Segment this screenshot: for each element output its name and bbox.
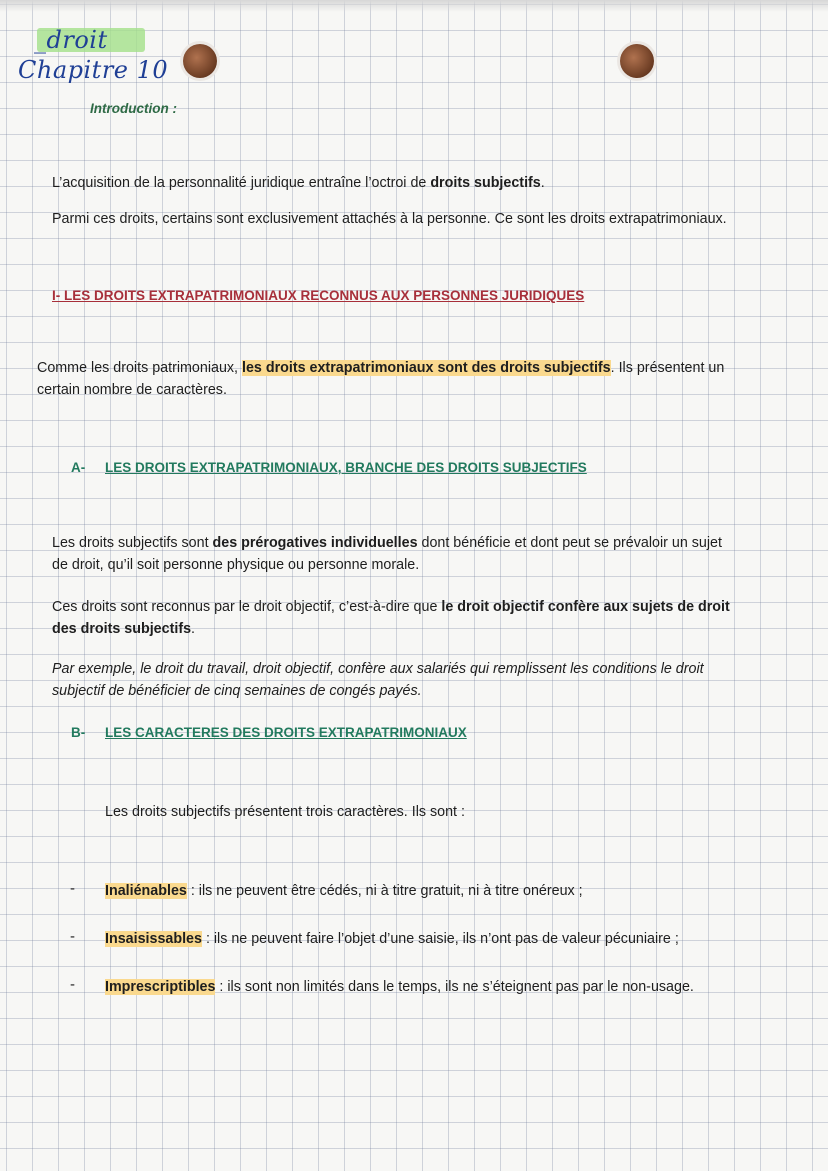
section-1-paragraph [37, 357, 807, 401]
section-b-letter: B- [71, 725, 86, 740]
section-1-heading: I- LES DROITS EXTRAPATRIMONIAUX RECONNUS AUX PERSONNES JURIDIQUES [52, 288, 585, 303]
section-b-title: LES CARACTERES DES DROITS EXTRAPATRIMONIAUX [105, 725, 467, 740]
handwritten-subject: _droit [34, 26, 108, 54]
section-1-text: Comme les droits patrimoniaux, [37, 360, 242, 376]
section-1-highlight: les droits extrapatrimoniaux sont des droits subjectifs [242, 360, 611, 376]
list-item [105, 976, 694, 998]
section-a-letter: A- [71, 460, 86, 475]
section-a-p1-text-end: dont bénéficie et dont peut se prévaloir un sujet [417, 535, 722, 551]
list-item-description: : ils ne peuvent être cédés, ni à titre gratuit, ni à titre onéreux ; [186, 883, 583, 899]
punch-hole-right [620, 44, 654, 78]
section-b-heading [71, 722, 467, 744]
example-line-1: Par exemple, le droit du travail, droit objectif, confère aux salariés qui remplissent les conditions le droit [52, 661, 704, 677]
section-1-text-end: . Ils présentent un [610, 360, 725, 376]
list-item-term: Insaisissables [105, 931, 202, 947]
section-a-p2-end: . [191, 621, 196, 637]
section-a-p1-line2: de droit, qu’il soit personne physique ou personne morale. [52, 557, 420, 573]
section-a-example [52, 658, 812, 702]
list-dash: - [70, 880, 75, 897]
handwritten-chapter: Chapitre 10 [18, 56, 169, 84]
intro-paragraph-1 [52, 172, 545, 194]
intro-paragraph-2: Parmi ces droits, certains sont exclusivement attachés à la personne. Ce sont les droits extrapatrimoniaux. [52, 211, 727, 227]
list-dash: - [70, 928, 75, 945]
example-line-2: subjectif de bénéficier de cinq semaines de congés payés. [52, 683, 422, 699]
list-item-description: : ils ne peuvent faire l’objet d’une saisie, ils n’ont pas de valeur pécuniaire ; [201, 931, 679, 947]
list-item-term: Imprescriptibles [105, 979, 216, 995]
introduction-label: Introduction : [90, 101, 177, 116]
section-a-heading [71, 457, 587, 479]
list-item-term: Inaliénables [105, 883, 187, 899]
list-item [105, 880, 583, 902]
intro-p1-end: . [540, 175, 545, 191]
section-a-title: LES DROITS EXTRAPATRIMONIAUX, BRANCHE DES DROITS SUBJECTIFS [105, 460, 587, 475]
section-1-text-line2: certain nombre de caractères. [37, 382, 227, 398]
section-a-paragraph-2 [52, 596, 812, 640]
section-a-p2-bold-2: des droits subjectifs [52, 621, 192, 637]
top-edge-shadow [0, 0, 828, 12]
section-b-intro: Les droits subjectifs présentent trois caractères. Ils sont : [105, 804, 465, 820]
section-a-p1-text: Les droits subjectifs sont [52, 535, 213, 551]
section-a-p1-bold: des prérogatives individuelles [212, 535, 418, 551]
list-item [105, 928, 679, 950]
intro-p1-text: L’acquisition de la personnalité juridique entraîne l’octroi de [52, 175, 431, 191]
section-a-paragraph-1 [52, 532, 812, 576]
intro-p1-bold: droits subjectifs [430, 175, 541, 191]
section-a-p2-bold-1: le droit objectif confère aux sujets de droit [441, 599, 730, 615]
section-a-p2-text: Ces droits sont reconnus par le droit objectif, c’est-à-dire que [52, 599, 442, 615]
list-item-description: : ils sont non limités dans le temps, ils ne s’éteignent pas par le non-usage. [215, 979, 694, 995]
punch-hole-left [183, 44, 217, 78]
list-dash: - [70, 976, 75, 993]
